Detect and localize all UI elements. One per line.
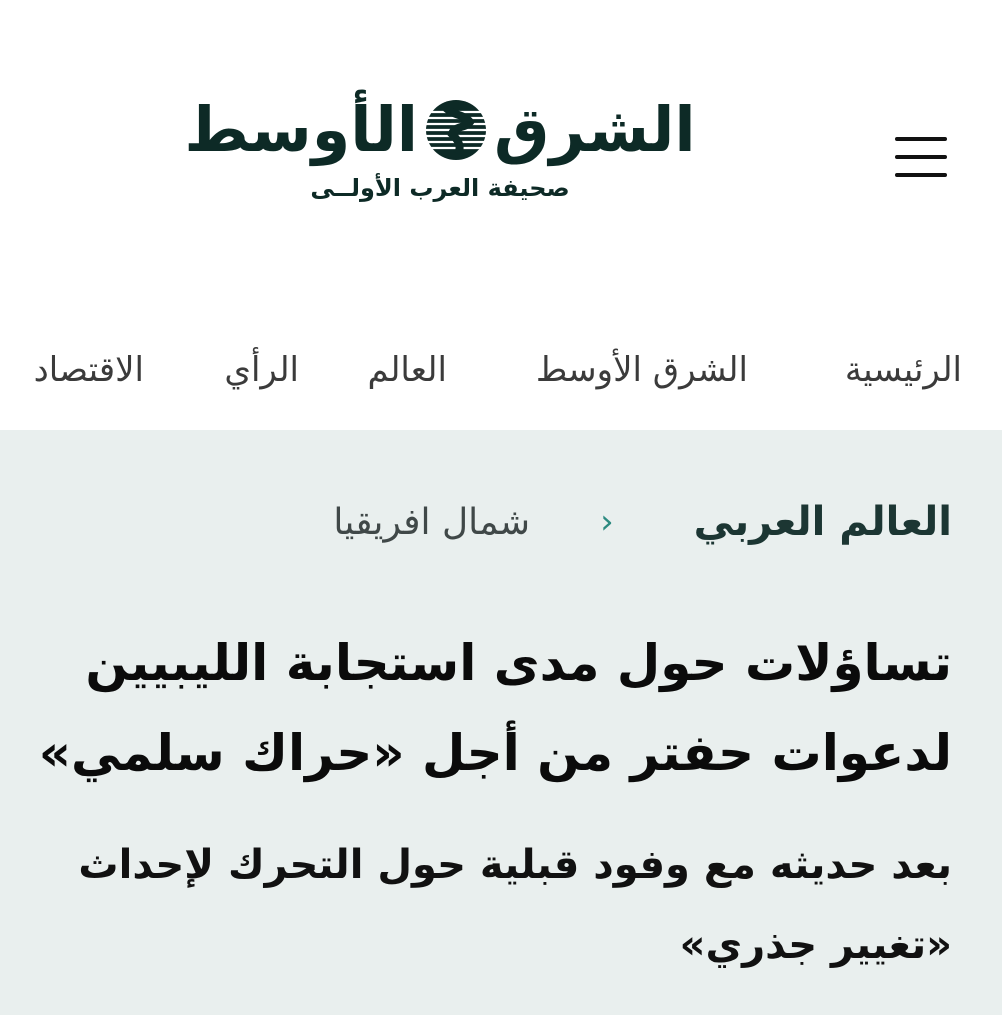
breadcrumb-section-link[interactable]: العالم العربي — [693, 499, 952, 545]
hamburger-menu-icon[interactable] — [893, 133, 949, 183]
subheadline-line-2: «تغيير جذري» — [679, 922, 952, 968]
logo-tagline: صحيفة العرب الأولــى — [310, 174, 570, 202]
breadcrumb — [0, 492, 952, 552]
menu-bar-top — [895, 137, 947, 141]
site-header — [0, 0, 1002, 300]
headline-line-2: لدعوات حفتر من أجل «حراك سلمي» — [38, 724, 952, 782]
article-headline — [0, 618, 952, 798]
nav-item-home[interactable]: الرئيسية — [844, 350, 962, 390]
logo-word-right: الشرق — [494, 93, 696, 166]
article-section — [0, 430, 1002, 1015]
nav-item-world[interactable]: العالم — [367, 350, 447, 390]
globe-icon — [424, 98, 488, 162]
logo-wordmark — [184, 90, 696, 170]
chevron-left-icon: ‹ — [600, 502, 614, 542]
nav-item-economy[interactable]: الاقتصاد — [33, 350, 144, 390]
main-nav — [0, 330, 1002, 410]
menu-bar-bottom — [895, 173, 947, 177]
menu-bar-middle — [895, 155, 947, 159]
site-logo[interactable] — [184, 90, 696, 220]
article-subheadline — [0, 825, 952, 985]
logo-word-left: الأوسط — [184, 93, 419, 166]
nav-item-middle-east[interactable]: الشرق الأوسط — [535, 350, 748, 390]
nav-item-opinion[interactable]: الرأي — [224, 350, 299, 390]
subheadline-line-1: بعد حديثه مع وفود قبلية حول التحرك لإحداث — [78, 842, 952, 888]
breadcrumb-subsection-link[interactable]: شمال افريقيا — [333, 501, 531, 543]
headline-line-1: تساؤلات حول مدى استجابة الليبيين — [85, 634, 952, 692]
